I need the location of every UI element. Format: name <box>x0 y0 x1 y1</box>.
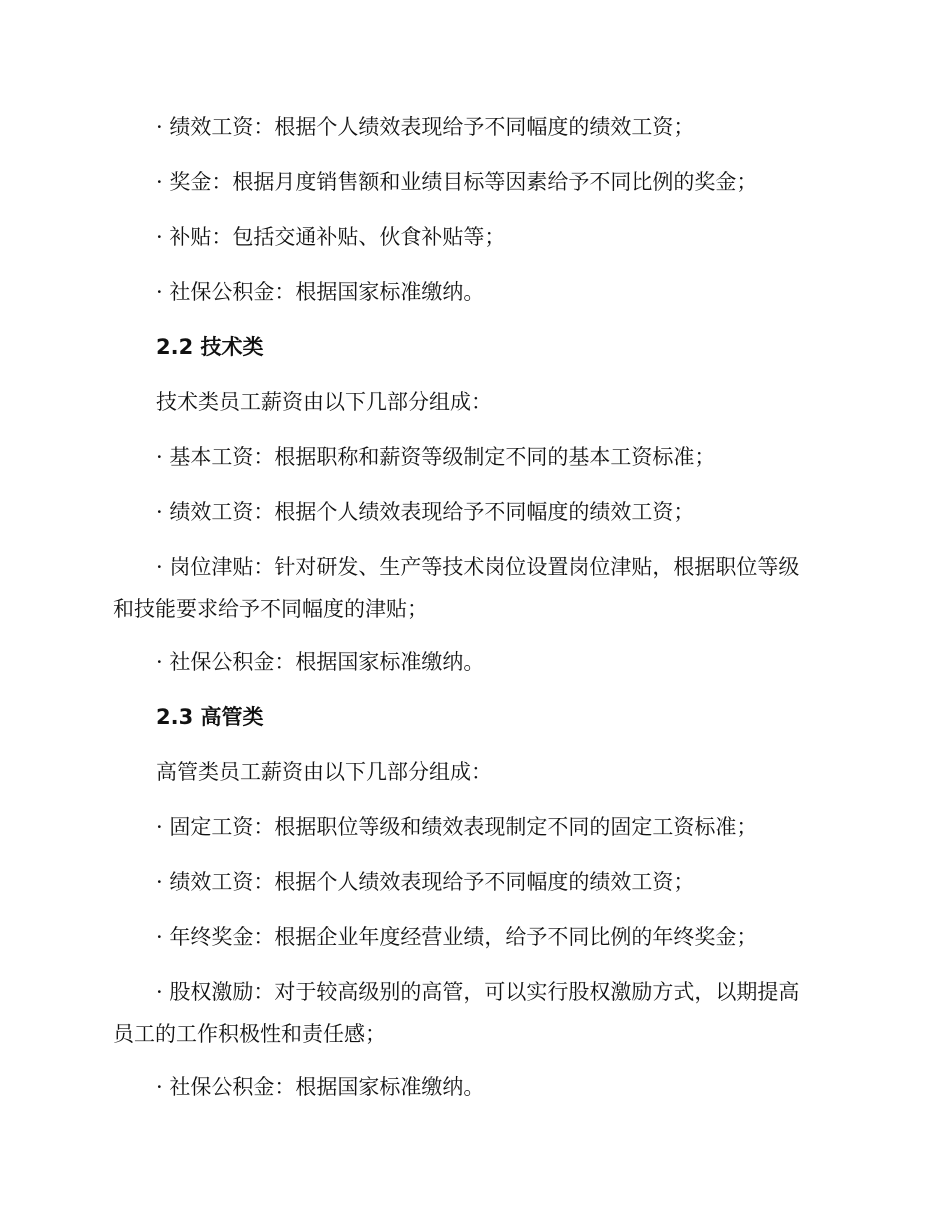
list-item: · 绩效工资：根据个人绩效表现给予不同幅度的绩效工资； <box>156 500 695 524</box>
section-heading: 2.2 技术类 <box>156 335 264 359</box>
list-item: · 绩效工资：根据个人绩效表现给予不同幅度的绩效工资； <box>156 870 695 894</box>
list-item: · 股权激励：对于较高级别的高管，可以实行股权激励方式，以期提高 <box>156 980 800 1004</box>
list-item: · 年终奖金：根据企业年度经营业绩，给予不同比例的年终奖金； <box>156 925 758 949</box>
list-item: · 奖金：根据月度销售额和业绩目标等因素给予不同比例的奖金； <box>156 170 758 194</box>
list-item: · 基本工资：根据职称和薪资等级制定不同的基本工资标准； <box>156 445 716 469</box>
list-item-continuation: 和技能要求给予不同幅度的津贴； <box>113 597 428 621</box>
list-item: · 补贴：包括交通补贴、伙食补贴等； <box>156 225 506 249</box>
list-item: · 绩效工资：根据个人绩效表现给予不同幅度的绩效工资； <box>156 115 695 139</box>
list-item: · 社保公积金：根据国家标准缴纳。 <box>156 650 485 674</box>
section-intro: 技术类员工薪资由以下几部分组成： <box>156 390 492 414</box>
list-item: · 固定工资：根据职位等级和绩效表现制定不同的固定工资标准； <box>156 815 758 839</box>
section-intro: 高管类员工薪资由以下几部分组成： <box>156 760 492 784</box>
list-item-continuation: 员工的工作积极性和责任感； <box>113 1022 386 1046</box>
list-item: · 社保公积金：根据国家标准缴纳。 <box>156 1075 485 1099</box>
section-heading: 2.3 高管类 <box>156 705 264 729</box>
list-item: · 岗位津贴：针对研发、生产等技术岗位设置岗位津贴，根据职位等级 <box>156 555 800 579</box>
list-item: · 社保公积金：根据国家标准缴纳。 <box>156 280 485 304</box>
